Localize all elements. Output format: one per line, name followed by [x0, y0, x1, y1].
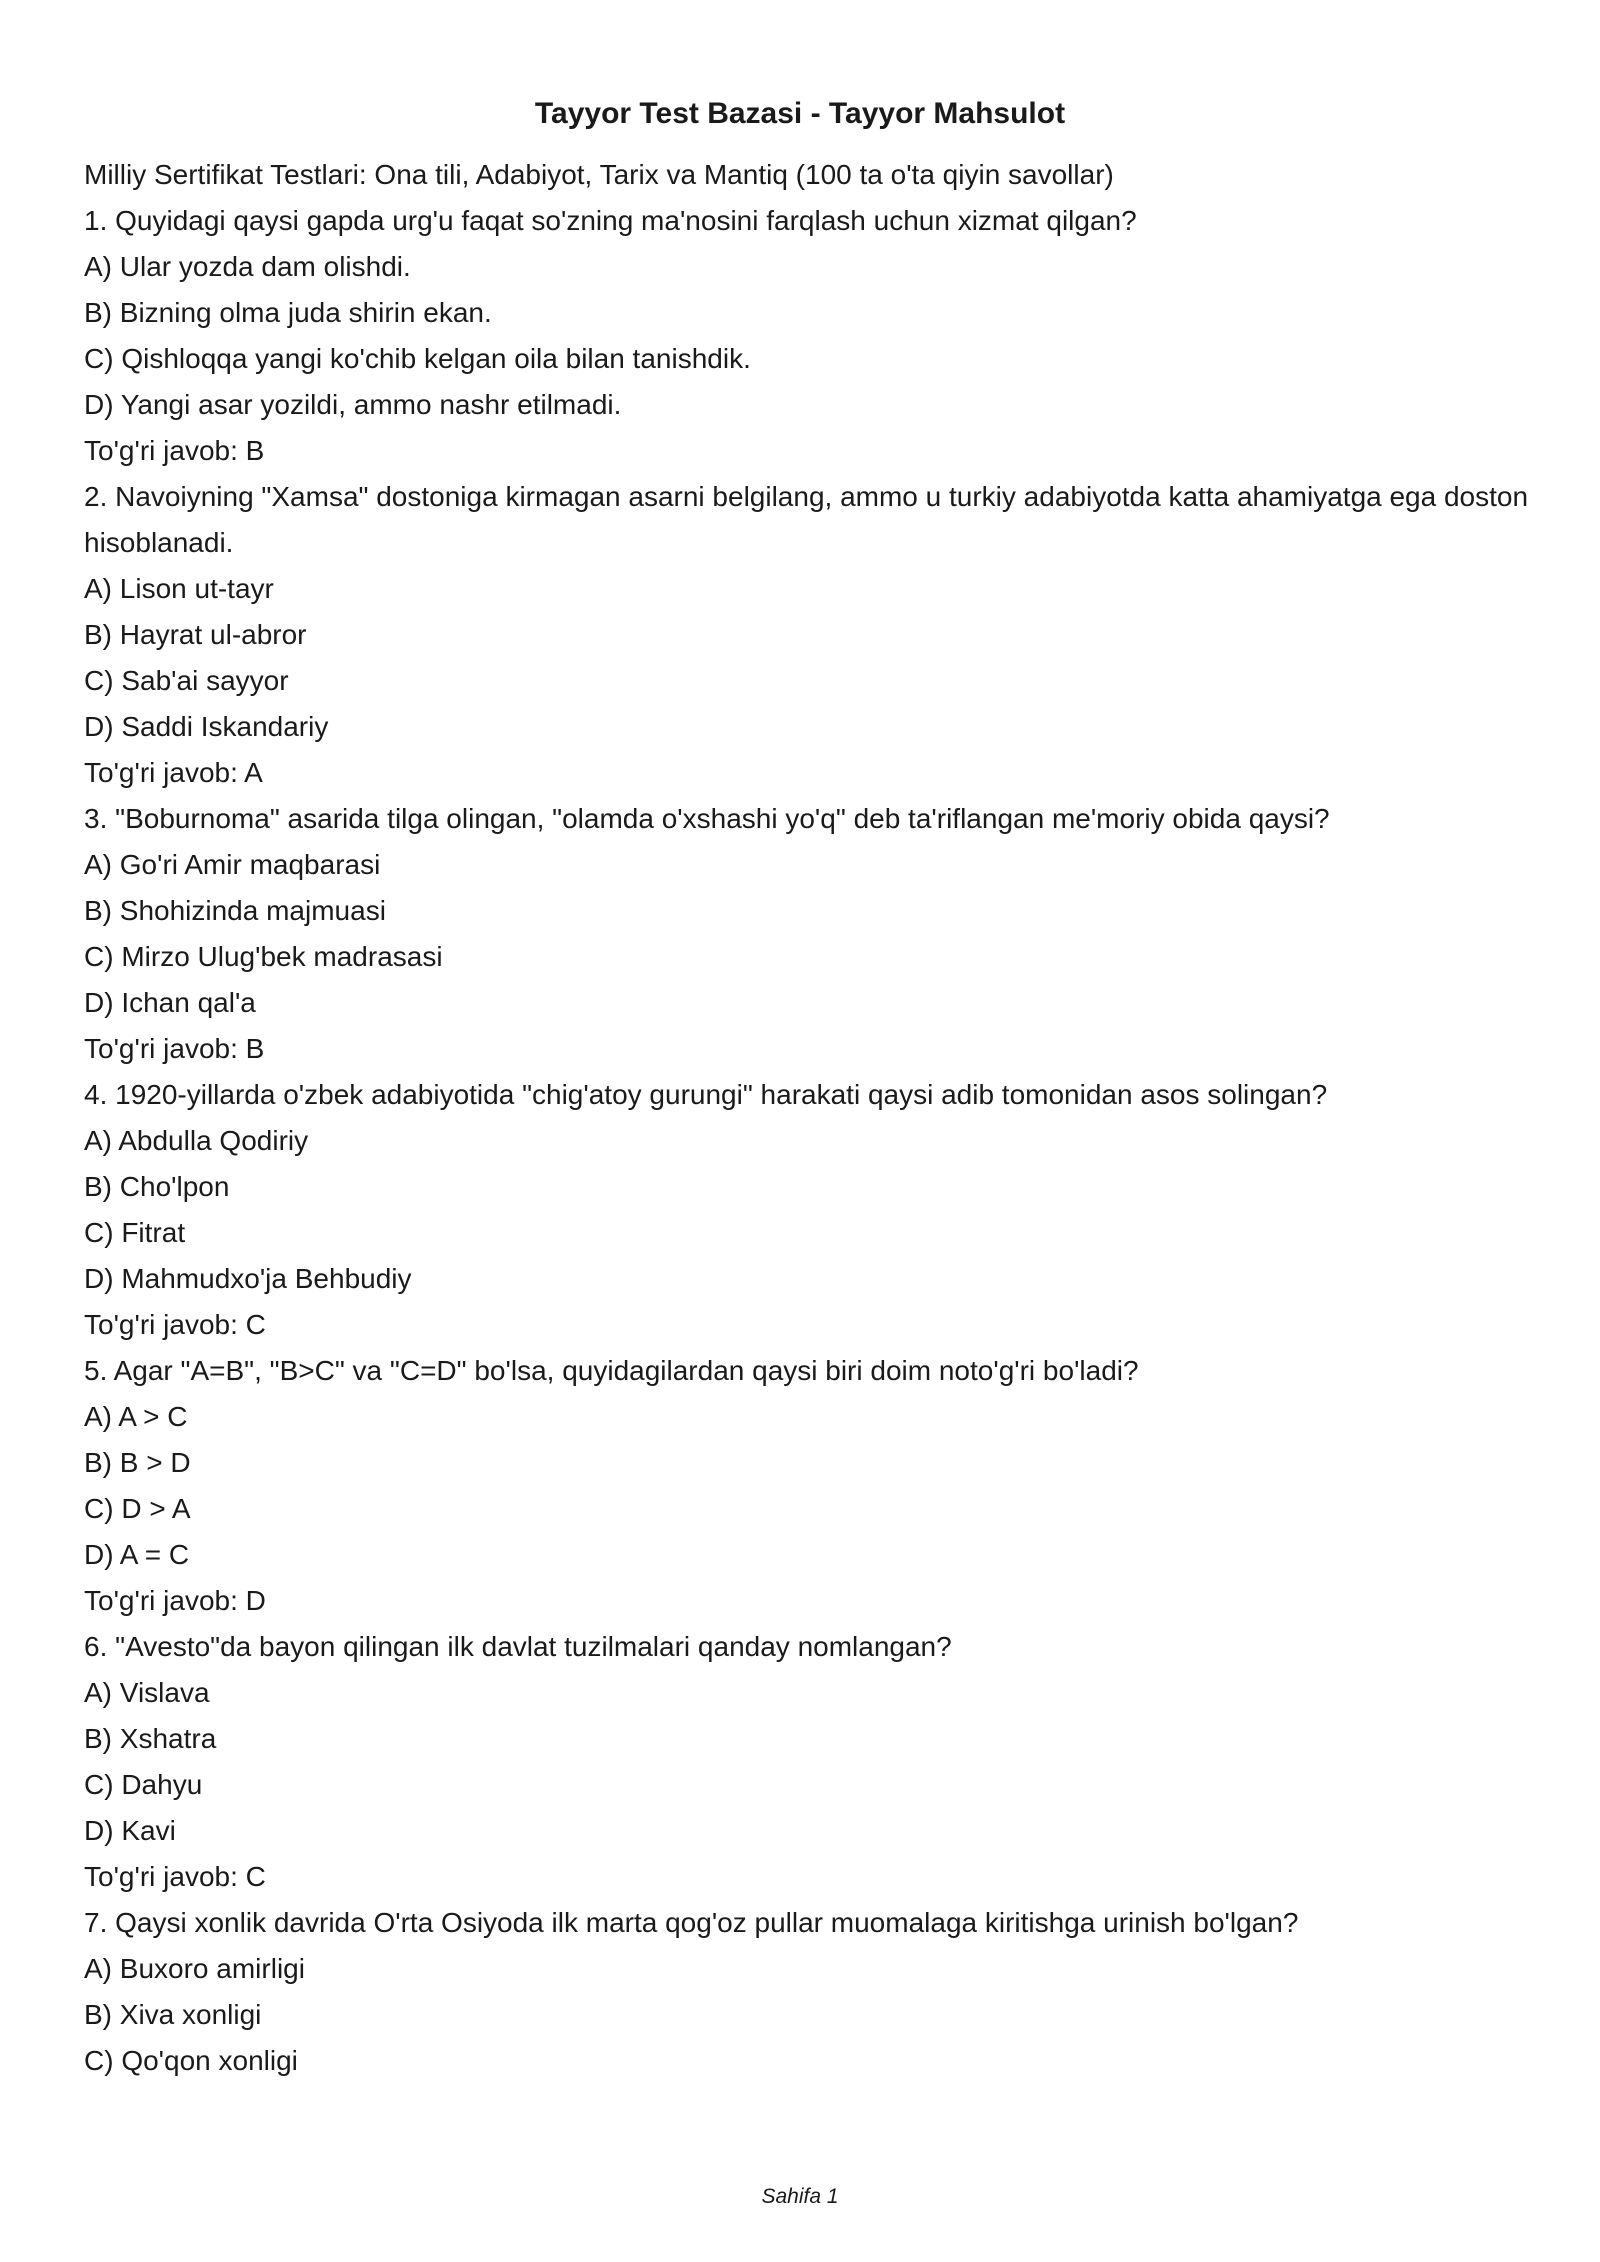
answer-option: A) Go'ri Amir maqbarasi [84, 849, 381, 880]
answer-option: C) Dahyu [84, 1769, 203, 1800]
question-block [84, 1900, 1544, 2084]
answer-option: A) A > C [84, 1401, 188, 1432]
answer-option: A) Abdulla Qodiriy [84, 1125, 309, 1156]
answer-option: C) D > A [84, 1493, 191, 1524]
question-block [84, 1072, 1544, 1348]
correct-answer: To'g'ri javob: B [84, 435, 265, 466]
correct-answer: To'g'ri javob: C [84, 1309, 266, 1340]
question-block [84, 796, 1544, 1072]
answer-option: D) Yangi asar yozildi, ammo nashr etilmadi. [84, 389, 622, 420]
answer-option: B) Hayrat ul-abror [84, 619, 307, 650]
question-block [84, 474, 1544, 796]
answer-option: B) Xshatra [84, 1723, 217, 1754]
answer-option: D) Ichan qal'a [84, 987, 256, 1018]
answer-option: B) Shohizinda majmuasi [84, 895, 386, 926]
document-title: Tayyor Test Bazasi - Tayyor Mahsulot [534, 97, 1066, 130]
answer-option: C) Mirzo Ulug'bek madrasasi [84, 941, 443, 972]
answer-option: A) Ular yozda dam olishdi. [84, 251, 411, 282]
correct-answer: To'g'ri javob: D [84, 1585, 266, 1616]
document-body [84, 152, 1544, 2084]
question-text: 6. "Avesto"da bayon qilingan ilk davlat tuzilmalari qanday nomlangan? [84, 1631, 952, 1662]
answer-option: C) Fitrat [84, 1217, 186, 1248]
question-text: 2. Navoiyning "Xamsa" dostoniga kirmagan asarni belgilang, ammo u turkiy adabiyotda katta ahamiyatga ega doston hisoblanadi. [84, 481, 1529, 558]
intro-text: Milliy Sertifikat Testlari: Ona tili, Adabiyot, Tarix va Mantiq (100 ta o'ta qiyin savollar) [84, 159, 1114, 190]
answer-option: B) Bizning olma juda shirin ekan. [84, 297, 492, 328]
answer-option: A) Lison ut-tayr [84, 573, 274, 604]
answer-option: D) Kavi [84, 1815, 176, 1846]
answer-option: B) Xiva xonligi [84, 1999, 262, 2030]
question-block [84, 1624, 1544, 1900]
question-text: 1. Quyidagi qaysi gapda urg'u faqat so'zning ma'nosini farqlash uchun xizmat qilgan? [84, 205, 1137, 236]
answer-option: C) Qishloqqa yangi ko'chib kelgan oila bilan tanishdik. [84, 343, 751, 374]
page-number: Sahifa 1 [761, 2185, 839, 2208]
correct-answer: To'g'ri javob: C [84, 1861, 266, 1892]
answer-option: D) Saddi Iskandariy [84, 711, 329, 742]
question-block [84, 198, 1544, 474]
answer-option: B) B > D [84, 1447, 191, 1478]
correct-answer: To'g'ri javob: A [84, 757, 263, 788]
question-block [84, 1348, 1544, 1624]
question-text: 7. Qaysi xonlik davrida O'rta Osiyoda ilk marta qog'oz pullar muomalaga kiritishga urinish bo'lgan? [84, 1907, 1299, 1938]
answer-option: B) Cho'lpon [84, 1171, 230, 1202]
question-text: 5. Agar "A=B", "B>C" va "C=D" bo'lsa, quyidagilardan qaysi biri doim noto'g'ri bo'ladi? [84, 1355, 1139, 1386]
answer-option: C) Sab'ai sayyor [84, 665, 289, 696]
correct-answer: To'g'ri javob: B [84, 1033, 265, 1064]
answer-option: C) Qo'qon xonligi [84, 2045, 298, 2076]
answer-option: D) Mahmudxo'ja Behbudiy [84, 1263, 412, 1294]
question-text: 3. "Boburnoma" asarida tilga olingan, "olamda o'xshashi yo'q" deb ta'riflangan me'moriy obida qaysi? [84, 803, 1330, 834]
answer-option: A) Vislava [84, 1677, 210, 1708]
answer-option: D) A = C [84, 1539, 190, 1570]
question-text: 4. 1920-yillarda o'zbek adabiyotida "chig'atoy gurungi" harakati qaysi adib tomonidan asos solingan? [84, 1079, 1328, 1110]
answer-option: A) Buxoro amirligi [84, 1953, 305, 1984]
